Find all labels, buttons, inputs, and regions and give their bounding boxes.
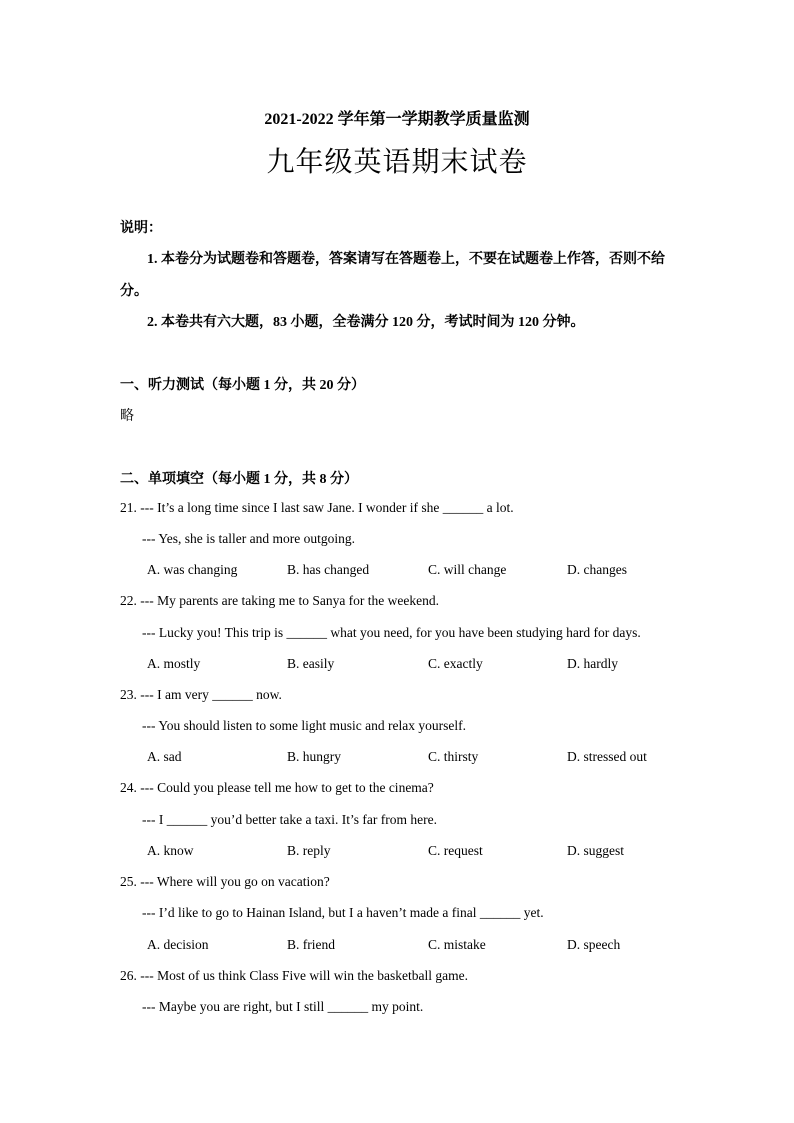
option-d: D. changes	[567, 562, 627, 577]
option-b: B. friend	[287, 937, 335, 952]
question-stem: 22. --- My parents are taking me to Sanya for the weekend.	[120, 593, 440, 608]
option-c: C. thirsty	[428, 749, 479, 764]
instruction-1-continued: 分。	[120, 284, 148, 299]
option-a: A. was changing	[147, 562, 238, 577]
option-c: C. request	[428, 843, 483, 858]
question-reply: --- I’d like to go to Hainan Island, but I a haven’t made a final ______ yet.	[142, 905, 544, 920]
instruction-2: 2. 本卷共有六大题，83 小题，全卷满分 120 分，考试时间为 120 分钟。	[147, 315, 585, 330]
option-a: A. sad	[147, 749, 182, 764]
question-stem: 24. --- Could you please tell me how to get to the cinema?	[120, 780, 434, 795]
option-b: B. hungry	[287, 749, 341, 764]
option-d: D. hardly	[567, 656, 618, 671]
question-reply: --- You should listen to some light music and relax yourself.	[142, 718, 466, 733]
option-b: B. has changed	[287, 562, 370, 577]
section-2-heading: 二、单项填空（每小题 1 分，共 8 分）	[120, 472, 358, 487]
question-stem: 23. --- I am very ______ now.	[120, 687, 282, 702]
option-c: C. mistake	[428, 937, 486, 952]
question-reply: --- Yes, she is taller and more outgoing.	[142, 531, 355, 546]
option-a: A. know	[147, 843, 194, 858]
question-stem: 26. --- Most of us think Class Five will win the basketball game.	[120, 968, 468, 983]
instructions-label: 说明：	[120, 221, 162, 236]
question-stem: 25. --- Where will you go on vacation?	[120, 874, 330, 889]
option-c: C. will change	[428, 562, 507, 577]
question-stem: 21. --- It’s a long time since I last saw Jane. I wonder if she ______ a lot.	[120, 500, 514, 515]
question-reply: --- Lucky you! This trip is ______ what you need, for you have been studying hard for days.	[142, 625, 641, 640]
exam-subtitle: 2021-2022 学年第一学期教学质量监测	[264, 111, 530, 128]
option-b: B. easily	[287, 656, 335, 671]
option-a: A. mostly	[147, 656, 201, 671]
option-b: B. reply	[287, 843, 331, 858]
option-d: D. stressed out	[567, 749, 647, 764]
section-1-content: 略	[120, 409, 134, 424]
question-reply: --- I ______ you’d better take a taxi. It’s far from here.	[142, 812, 438, 827]
option-d: D. suggest	[567, 843, 624, 858]
option-c: C. exactly	[428, 656, 483, 671]
instruction-1: 1. 本卷分为试题卷和答题卷，答案请写在答题卷上，不要在试题卷上作答，否则不给	[147, 252, 665, 267]
section-1-heading: 一、听力测试（每小题 1 分，共 20 分）	[120, 378, 365, 393]
question-reply: --- Maybe you are right, but I still ______ my point.	[142, 999, 424, 1014]
option-a: A. decision	[147, 937, 209, 952]
option-d: D. speech	[567, 937, 621, 952]
exam-title: 九年级英语期末试卷	[266, 147, 528, 178]
